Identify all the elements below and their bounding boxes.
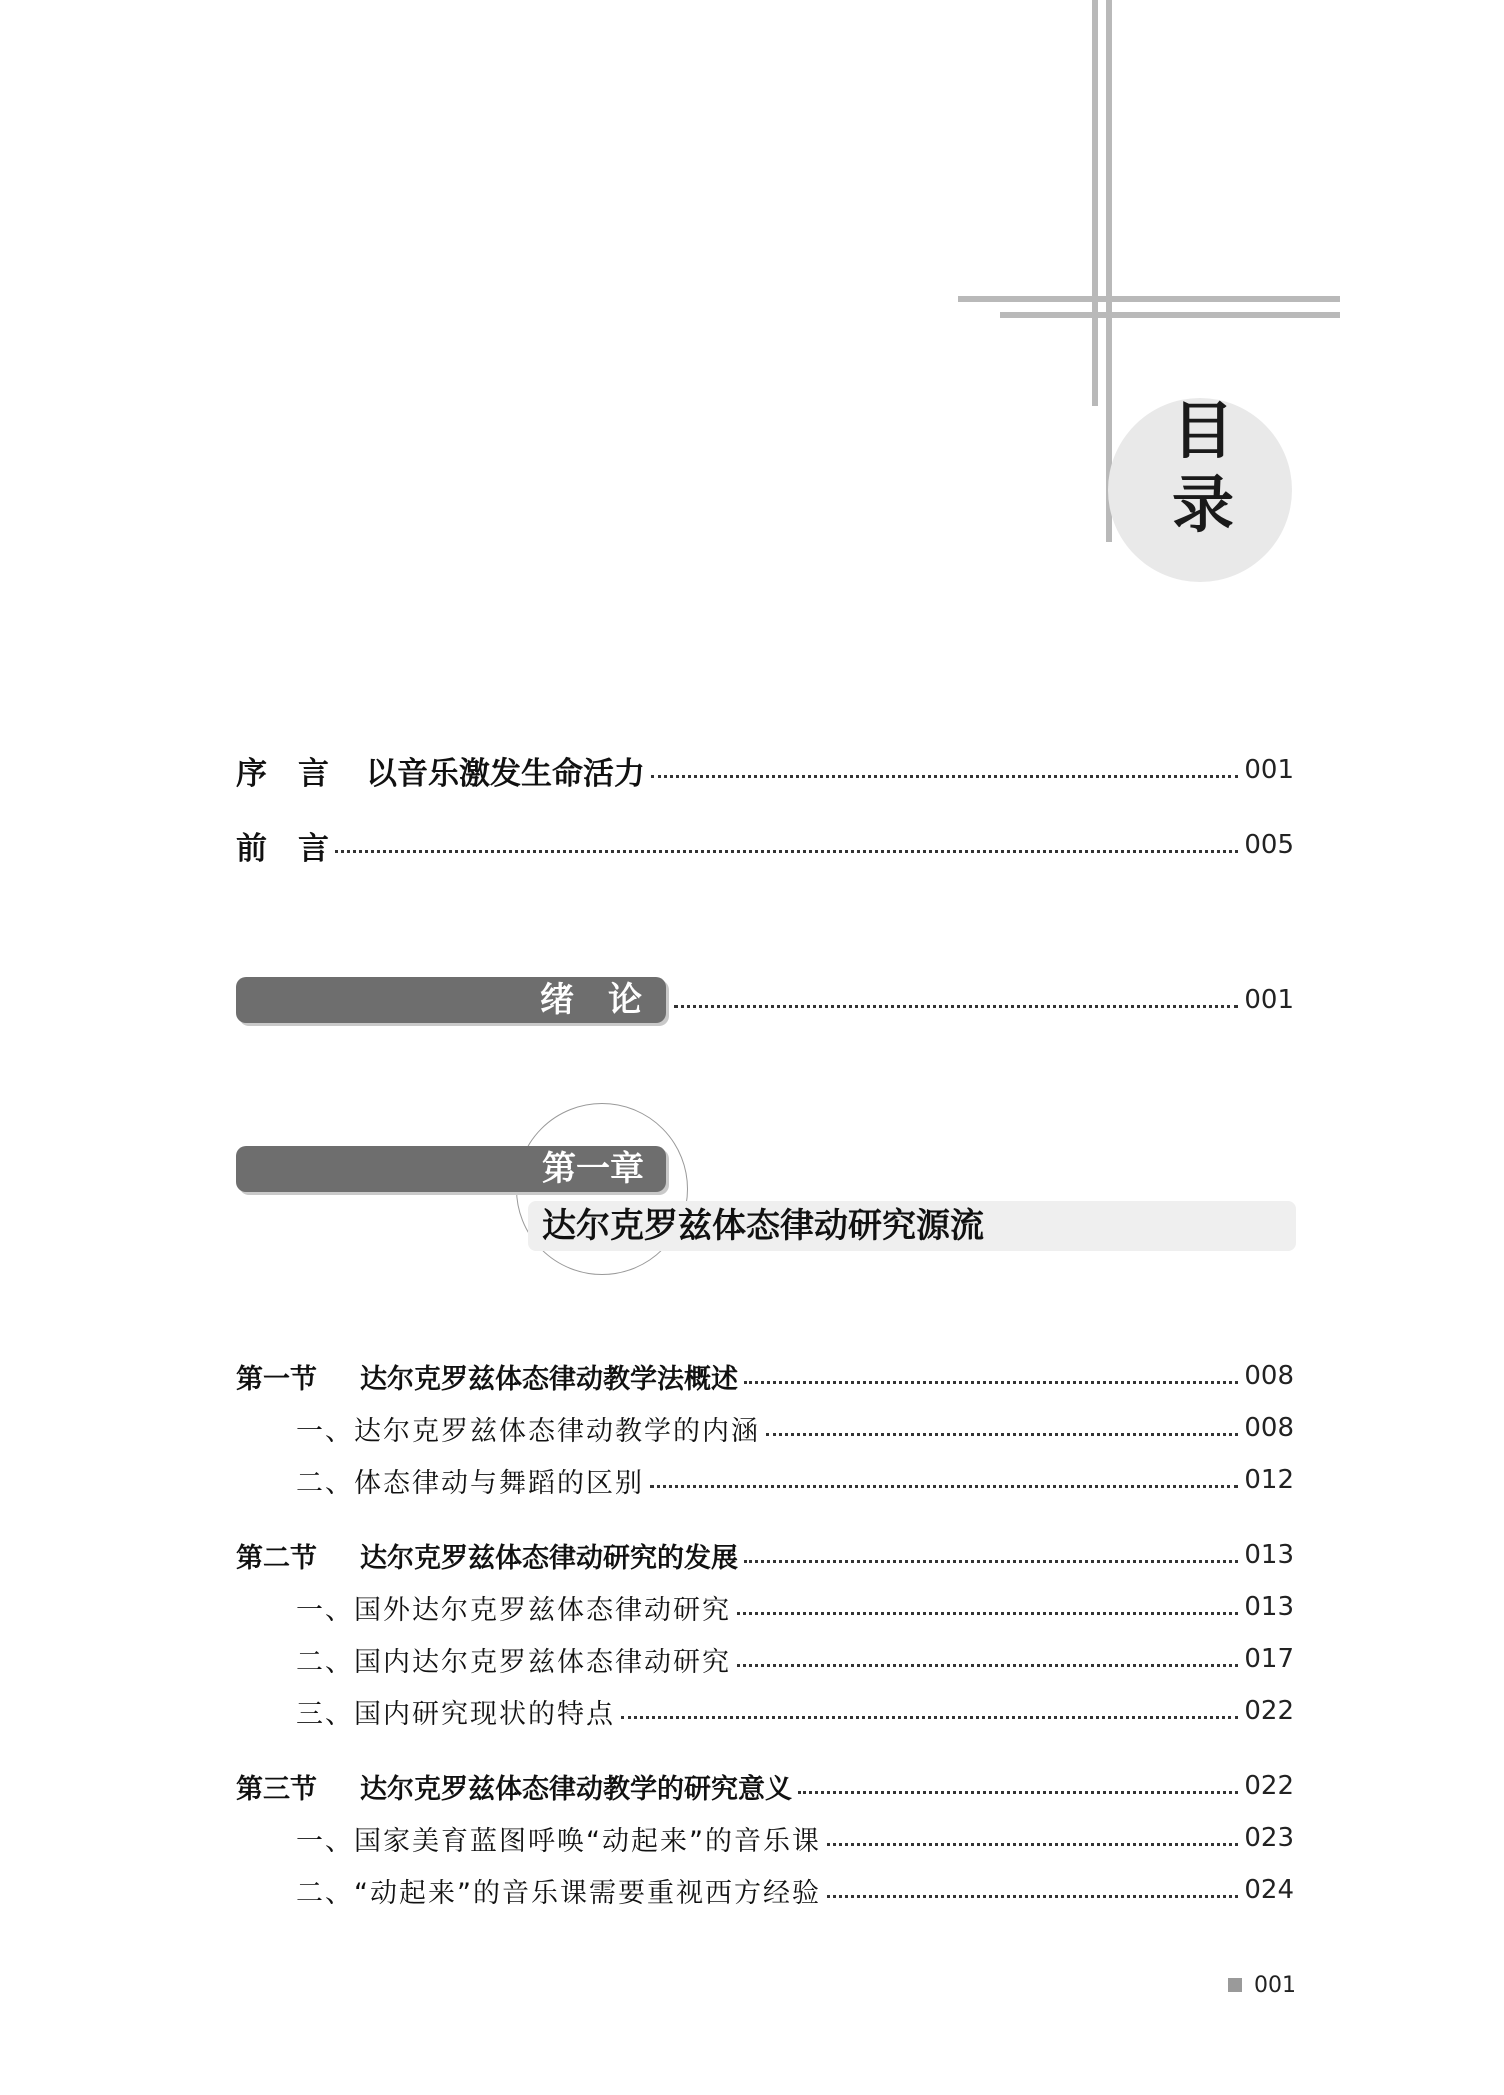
toc-row-subsection[interactable] xyxy=(296,1689,1294,1733)
toc-row-subsection[interactable] xyxy=(296,1406,1294,1450)
toc-section-title: 达尔克罗兹体态律动教学法概述 xyxy=(360,1363,738,1395)
dot-leader xyxy=(766,1433,1238,1436)
toc-row-intro[interactable] xyxy=(668,978,1294,1022)
page-title-char-1: 目 xyxy=(1171,394,1234,467)
dot-leader xyxy=(744,1381,1238,1384)
decor-hline-2 xyxy=(1000,312,1340,318)
chapter-title: 达尔克罗兹体态律动研究源流 xyxy=(542,1206,984,1246)
toc-page-number: 008 xyxy=(1244,1413,1294,1443)
dot-leader xyxy=(798,1791,1238,1794)
toc-label xyxy=(236,823,329,868)
chapter-number: 第一章 xyxy=(542,1149,644,1189)
toc-page-number: 022 xyxy=(1244,1696,1294,1726)
toc-section-number: 第三节 xyxy=(236,1773,317,1805)
dot-leader xyxy=(744,1560,1238,1563)
toc-row-foreword[interactable] xyxy=(236,823,1294,867)
toc-page-number: 022 xyxy=(1244,1771,1294,1801)
dot-leader xyxy=(621,1716,1238,1719)
page-title-char-2: 录 xyxy=(1171,468,1234,541)
toc-page-number: 013 xyxy=(1244,1592,1294,1622)
toc-row-section[interactable] xyxy=(236,1354,1294,1398)
toc-label: 一、国家美育蓝图呼唤“动起来”的音乐课 xyxy=(296,1825,821,1857)
dot-leader xyxy=(737,1612,1238,1615)
toc-label: 二、体态律动与舞蹈的区别 xyxy=(296,1467,644,1499)
toc-section-number: 第一节 xyxy=(236,1363,317,1395)
dot-leader xyxy=(737,1664,1238,1667)
toc-page-number: 024 xyxy=(1244,1875,1294,1905)
toc-page-number: 017 xyxy=(1244,1644,1294,1674)
dot-leader xyxy=(335,850,1238,853)
toc-page-number: 001 xyxy=(1244,755,1294,785)
toc-row-subsection[interactable] xyxy=(296,1868,1294,1912)
dot-leader xyxy=(827,1895,1238,1898)
toc-page-number: 012 xyxy=(1244,1465,1294,1495)
page-folio xyxy=(1228,1970,1296,2000)
intro-label: 绪 论 xyxy=(540,980,642,1020)
decor-vline-2 xyxy=(1106,0,1112,542)
toc-label xyxy=(236,1536,738,1575)
toc-keyword: 前 言 xyxy=(236,830,329,867)
toc-label: 三、国内研究现状的特点 xyxy=(296,1698,615,1730)
decor-vline-1 xyxy=(1092,0,1098,406)
toc-label xyxy=(236,1357,738,1396)
toc-label: 二、“动起来”的音乐课需要重视西方经验 xyxy=(296,1877,821,1909)
toc-section-title: 达尔克罗兹体态律动教学的研究意义 xyxy=(360,1773,792,1805)
toc-keyword: 序 言 xyxy=(236,755,329,792)
toc-section-number: 第二节 xyxy=(236,1542,317,1574)
toc-page-number: 023 xyxy=(1244,1823,1294,1853)
folio-page-number: 001 xyxy=(1254,1972,1296,1998)
toc-label xyxy=(236,1767,792,1806)
decor-hline-1 xyxy=(958,296,1340,302)
toc-label xyxy=(236,748,645,793)
toc-section-title: 达尔克罗兹体态律动研究的发展 xyxy=(360,1542,738,1574)
toc-row-section[interactable] xyxy=(236,1764,1294,1808)
folio-square-icon xyxy=(1228,1978,1242,1992)
toc-page-number: 008 xyxy=(1244,1361,1294,1391)
toc-row-section[interactable] xyxy=(236,1533,1294,1577)
toc-row-subsection[interactable] xyxy=(296,1816,1294,1860)
toc-page-number: 013 xyxy=(1244,1540,1294,1570)
dot-leader xyxy=(827,1843,1238,1846)
dot-leader xyxy=(674,1005,1238,1008)
toc-page-number: 001 xyxy=(1244,985,1294,1015)
toc-row-subsection[interactable] xyxy=(296,1637,1294,1681)
toc-label: 一、达尔克罗兹体态律动教学的内涵 xyxy=(296,1415,760,1447)
toc-row-subsection[interactable] xyxy=(296,1585,1294,1629)
toc-title: 以音乐激发生命活力 xyxy=(366,755,645,792)
toc-row-subsection[interactable] xyxy=(296,1458,1294,1502)
toc-row-preface[interactable] xyxy=(236,748,1294,792)
dot-leader xyxy=(651,775,1238,778)
toc-page-number: 005 xyxy=(1244,830,1294,860)
toc-label: 一、国外达尔克罗兹体态律动研究 xyxy=(296,1594,731,1626)
toc-label: 二、国内达尔克罗兹体态律动研究 xyxy=(296,1646,731,1678)
dot-leader xyxy=(650,1485,1238,1488)
